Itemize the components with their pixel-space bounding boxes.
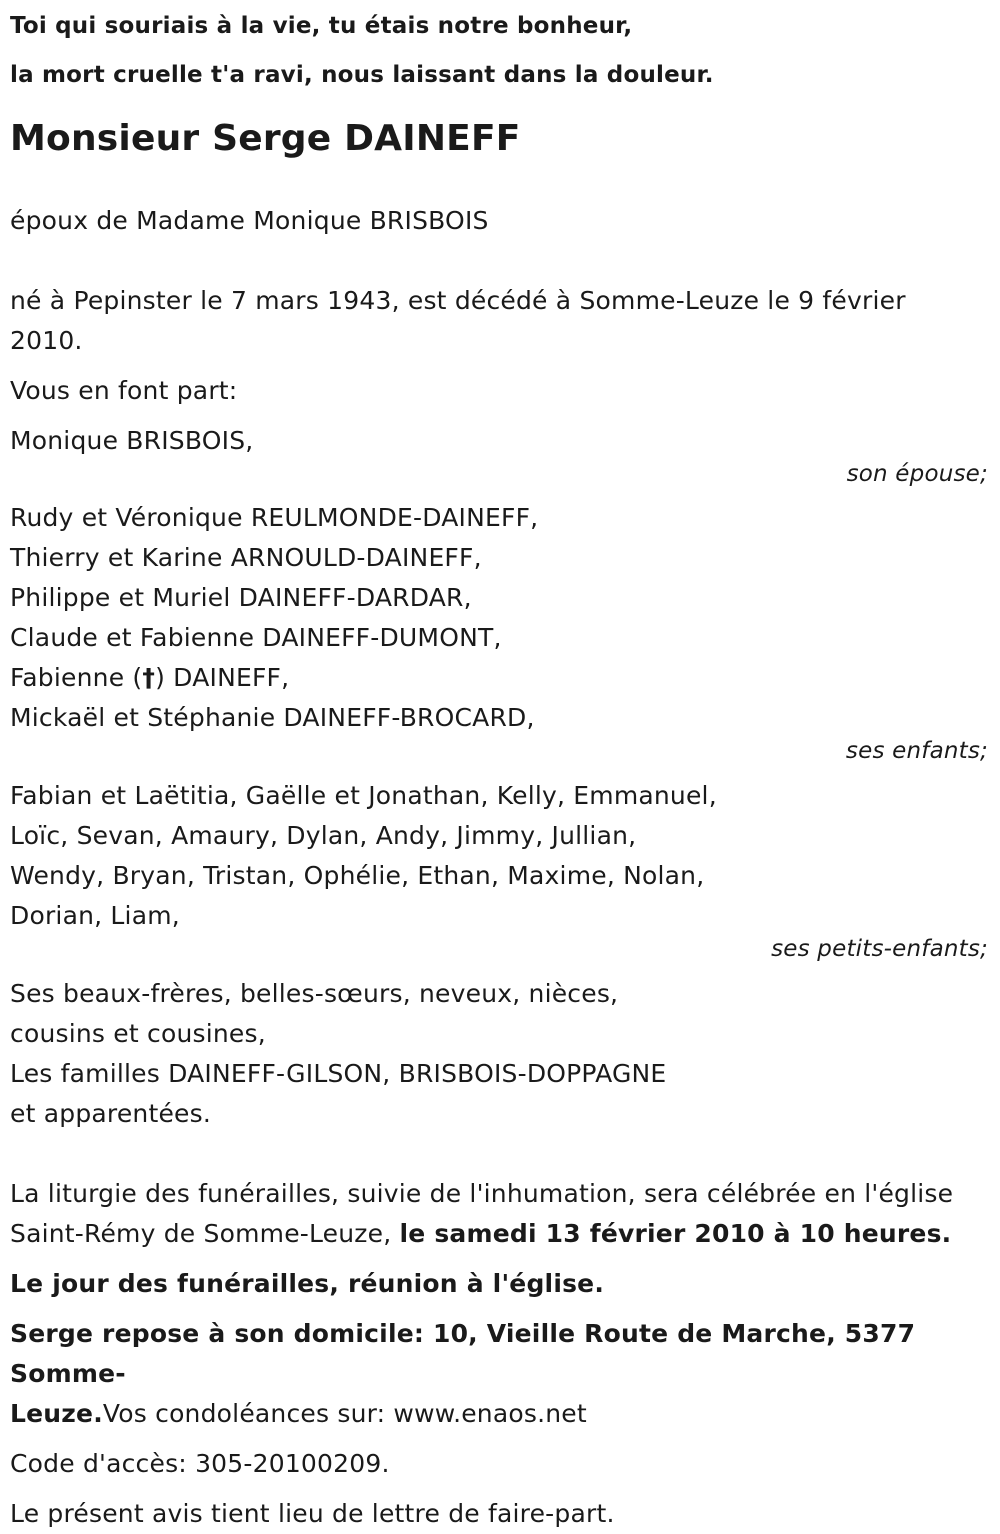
birth-death-line: né à Pepinster le 7 mars 1943, est décédé à Somme-Leuze le 9 février	[10, 286, 906, 315]
spouse-name: Monique BRISBOIS,	[10, 426, 254, 455]
funeral-date: le samedi 13 février 2010 à 10 heures.	[399, 1219, 952, 1248]
access-code: Code d'accès: 305-20100209.	[10, 1449, 390, 1478]
grandchildren-line: Loïc, Sevan, Amaury, Dylan, Andy, Jimmy, Jullian,	[10, 821, 637, 850]
announce-intro: Vous en font part:	[10, 376, 238, 405]
cross-icon: †	[142, 663, 156, 692]
rest-section	[10, 1314, 990, 1434]
relation-label: ses petits-enfants;	[771, 936, 988, 962]
child-name-deceased	[10, 658, 990, 698]
child-last-name: ) DAINEFF,	[155, 663, 290, 692]
family-line: et apparentées.	[10, 1099, 211, 1128]
extended-family-section	[10, 974, 990, 1134]
relation-label: son épouse;	[846, 461, 988, 487]
child-name: Rudy et Véronique REULMONDE-DAINEFF,	[10, 503, 539, 532]
grandchildren-line: Wendy, Bryan, Tristan, Ophélie, Ethan, Maxime, Nolan,	[10, 861, 705, 890]
grandchildren-line: Dorian, Liam,	[10, 901, 180, 930]
grandchildren-line: Fabian et Laëtitia, Gaëlle et Jonathan, Kelly, Emmanuel,	[10, 781, 717, 810]
epitaph-line: Toi qui souriais à la vie, tu étais notre bonheur,	[10, 13, 633, 39]
child-name: Thierry et Karine ARNOULD-DAINEFF,	[10, 543, 482, 572]
deceased-name: Monsieur Serge DAINEFF	[10, 118, 521, 159]
obituary-notice	[0, 2, 1000, 1528]
child-name: Mickaël et Stéphanie DAINEFF-BROCARD,	[10, 703, 535, 732]
grandchildren-section	[10, 776, 990, 962]
funeral-line	[10, 1214, 990, 1254]
funeral-location: Saint-Rémy de Somme-Leuze,	[10, 1219, 400, 1248]
rest-town: Leuze.	[10, 1399, 103, 1428]
epitaph-line: la mort cruelle t'a ravi, nous laissant dans la douleur.	[10, 62, 714, 88]
meeting-line: Le jour des funérailles, réunion à l'église.	[10, 1269, 605, 1298]
relation-label: ses enfants;	[845, 738, 988, 764]
family-line: Ses beaux-frères, belles-sœurs, neveux, nièces,	[10, 979, 619, 1008]
child-first-name: Fabienne (	[10, 663, 143, 692]
child-name: Claude et Fabienne DAINEFF-DUMONT,	[10, 623, 502, 652]
condolences-text: Vos condoléances sur: www.enaos.net	[102, 1399, 587, 1428]
spouse-section	[10, 421, 990, 487]
rest-line: Serge repose à son domicile: 10, Vieille Route de Marche, 5377 Somme-	[10, 1319, 916, 1388]
funeral-line: La liturgie des funérailles, suivie de l'inhumation, sera célébrée en l'église	[10, 1179, 954, 1208]
children-section	[10, 498, 990, 764]
family-line: Les familles DAINEFF-GILSON, BRISBOIS-DOPPAGNE	[10, 1059, 667, 1088]
closing-line: Le présent avis tient lieu de lettre de faire-part.	[10, 1499, 615, 1528]
family-line: cousins et cousines,	[10, 1019, 266, 1048]
funeral-section	[10, 1174, 990, 1254]
spouse-line: époux de Madame Monique BRISBOIS	[10, 206, 489, 235]
birth-death-line: 2010.	[10, 326, 83, 355]
child-name: Philippe et Muriel DAINEFF-DARDAR,	[10, 583, 472, 612]
epitaph	[10, 2, 990, 100]
rest-line	[10, 1394, 990, 1434]
